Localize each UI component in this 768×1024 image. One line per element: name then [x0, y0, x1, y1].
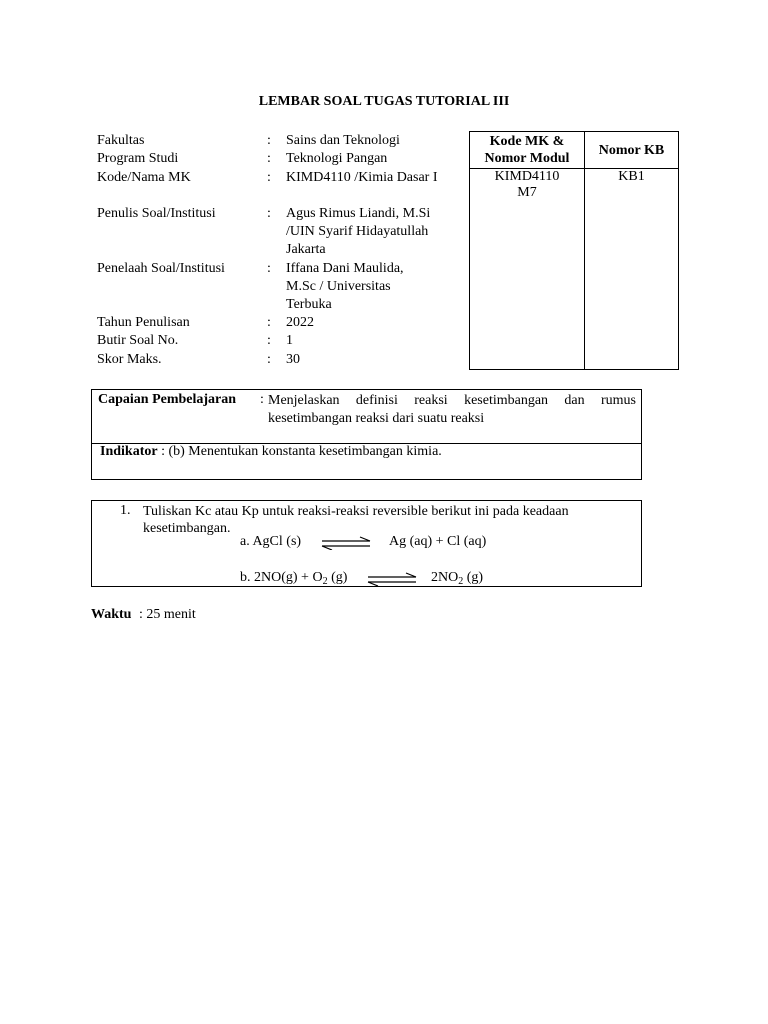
indikator-box	[91, 443, 642, 480]
equation-b-left-state: (g)	[327, 570, 348, 585]
cell-nomor-kb	[585, 169, 679, 370]
info-value: 1	[286, 333, 293, 348]
equilibrium-arrow-icon	[320, 536, 372, 550]
info-colon: :	[267, 151, 271, 166]
info-value: Teknologi Pangan	[286, 151, 388, 166]
info-colon: :	[267, 206, 271, 221]
info-colon: :	[267, 352, 271, 367]
capaian-label: Capaian Pembelajaran	[98, 392, 237, 407]
kode-mk-value: KIMD4110	[494, 169, 560, 184]
header-kode-mk: Kode MK & Nomor Modul	[470, 132, 585, 169]
equation-b-left-sub: 2	[322, 576, 328, 587]
equation-b-right-sub: 2	[458, 576, 464, 587]
capaian-line2: kesetimbangan reaksi dari suatu reaksi	[268, 411, 485, 426]
info-label: Program Studi	[97, 151, 179, 166]
capaian-colon: :	[260, 392, 264, 407]
waktu-label: Waktu	[91, 607, 132, 622]
question-text: Tuliskan Kc atau Kp untuk reaksi-reaksi reversible berikut ini pada keadaan kesetimbangan.	[143, 504, 569, 536]
equation-b-left-main: b. 2NO(g) + O	[240, 570, 323, 585]
modul-value: M7	[517, 185, 537, 200]
info-value: 30	[286, 352, 300, 367]
question-number: 1.	[120, 503, 131, 518]
info-label: Penulis Soal/Institusi	[97, 206, 216, 221]
cell-kode-mk	[470, 169, 585, 370]
info-value: Iffana Dani Maulida, M.Sc / Universitas Terbuka	[286, 261, 404, 312]
info-label: Kode/Nama MK	[97, 170, 191, 185]
capaian-box	[91, 389, 642, 444]
info-value: 2022	[286, 315, 314, 330]
info-value: KIMD4110 /Kimia Dasar I	[286, 170, 438, 185]
info-value: Sains dan Teknologi	[286, 133, 400, 148]
info-label: Fakultas	[97, 133, 145, 148]
equation-b-right-main: 2NO	[431, 570, 459, 585]
indikator-text: : (b) Menentukan konstanta kesetimbangan kimia.	[161, 444, 442, 459]
document-title: LEMBAR SOAL TUGAS TUTORIAL III	[258, 94, 510, 109]
waktu-row	[91, 607, 196, 623]
capaian-text	[268, 392, 636, 428]
info-label: Skor Maks.	[97, 352, 162, 367]
info-colon: :	[267, 133, 271, 148]
equation-a-right: Ag (aq) + Cl (aq)	[389, 534, 487, 549]
indikator-row	[100, 444, 442, 460]
info-colon: :	[267, 333, 271, 348]
equation-b-right	[431, 570, 483, 586]
info-label: Butir Soal No.	[97, 333, 179, 348]
info-colon: :	[267, 261, 271, 276]
info-label: Penelaah Soal/Institusi	[97, 261, 225, 276]
question-box	[91, 500, 642, 587]
equation-b-left	[240, 570, 347, 586]
waktu-text: : 25 menit	[138, 607, 196, 622]
indikator-label: Indikator	[100, 444, 158, 459]
kode-mk-table	[469, 131, 679, 370]
info-colon: :	[267, 170, 271, 185]
nomor-kb-value: KB1	[618, 169, 645, 184]
info-colon: :	[267, 315, 271, 330]
equilibrium-arrow-icon	[366, 572, 418, 586]
info-label: Tahun Penulisan	[97, 315, 190, 330]
info-value: Agus Rimus Liandi, M.Si /UIN Syarif Hidayatullah Jakarta	[286, 206, 431, 257]
equation-b-right-state: (g)	[463, 570, 484, 585]
header-nomor-kb: Nomor KB	[585, 132, 679, 169]
capaian-line1: Menjelaskan definisi reaksi kesetimbangan dan rumus	[268, 393, 636, 408]
equation-a-left: a. AgCl (s)	[240, 534, 302, 549]
